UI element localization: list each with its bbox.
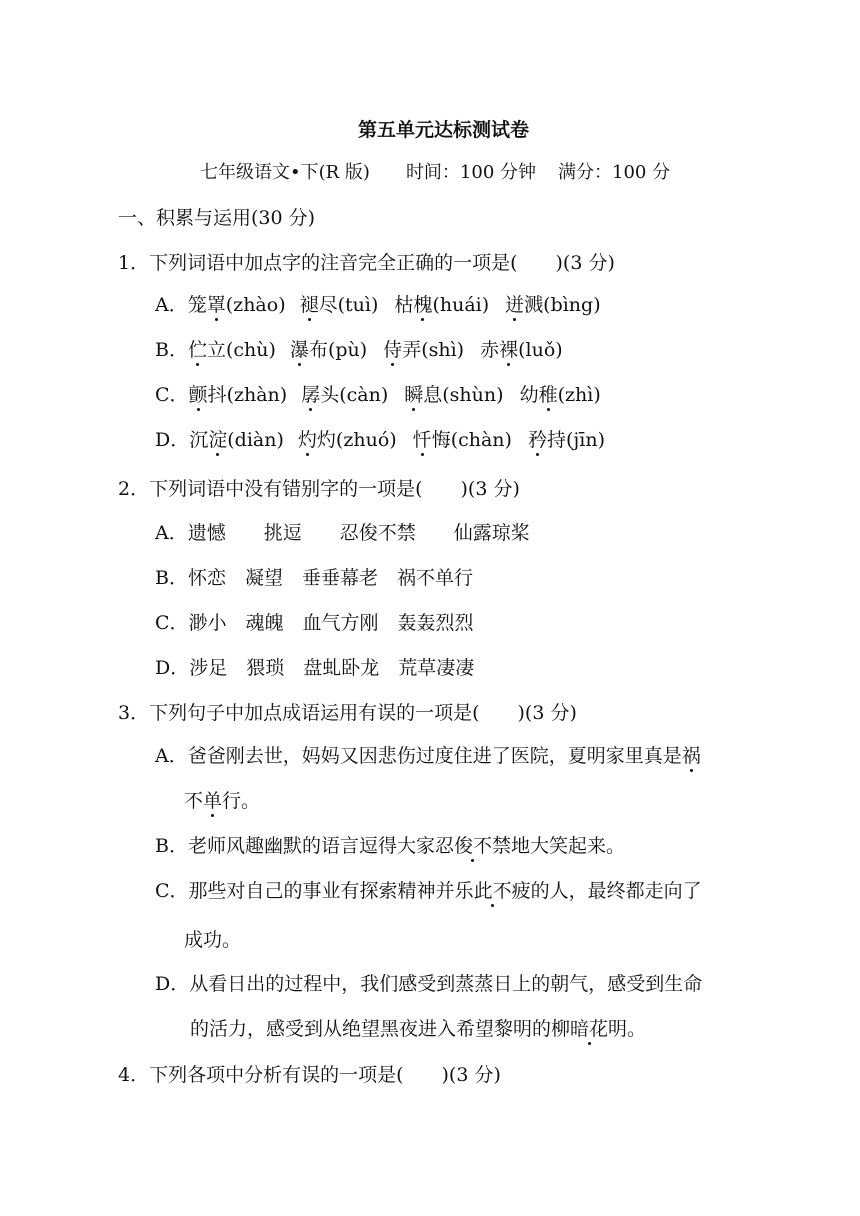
dotted-character: 裸 [499,339,519,361]
dotted-idiom: 忍俊不禁 [434,835,511,857]
word-item: 忏悔(chàn) [412,429,512,451]
exam-subtitle [200,161,670,185]
word-item: 灼灼(zhuó) [297,429,397,451]
score-label: 满分：100 分 [558,162,671,183]
word-item: 侍弄(shì) [383,339,465,361]
dotted-character: 颤 [188,384,208,406]
section-heading: 一、积累与运用(30 分) [118,207,316,229]
word-item: 矜持(jīn) [527,429,606,451]
dotted-character: 槐 [413,294,433,316]
question-2-option-b: B．怀恋 凝望 垂垂幕老 祸不单行 [155,567,473,589]
word-item: 孱头(càn) [301,384,389,406]
question-3-option-c-line1: C．那些对自己的事业有探索精神并乐此不疲的人，最终都走向了 [155,880,702,902]
word-item: 颤抖(zhàn) [188,384,288,406]
dotted-character: 孱 [301,384,321,406]
word-item: 笼罩(zhào) [187,294,286,316]
dotted-character: 侍 [383,339,403,361]
exam-title: 第五单元达标测试卷 [358,119,530,141]
word-item: 瀑布(pù) [289,339,368,361]
word-item: 沉淀(diàn) [189,429,284,451]
question-1-option-c: C．颤抖(zhàn) 孱头(càn) 瞬息(shùn) 幼稚(zhì) [155,384,601,406]
dotted-character: 矜 [527,429,547,451]
question-3-option-d-line2: 的活力，感受到从绝望黑夜进入希望黎明的柳暗花明。 [190,1018,647,1040]
question-1-option-d: D．沉淀(diàn) 灼灼(zhuó) 忏悔(chàn) 矜持(jīn) [155,429,606,451]
question-3-stem: 3．下列句子中加点成语运用有误的一项是( )(3 分) [118,702,577,724]
dotted-idiom: 乐此不疲 [454,880,531,902]
dotted-character: 瀑 [289,339,309,361]
question-2-option-d: D．涉足 猥琐 盘虬卧龙 荒草凄凄 [155,657,475,679]
question-3-option-d-line1: D．从看日出的过程中，我们感受到蒸蒸日上的朝气，感受到生命 [155,973,703,995]
word-item: 枯槐(huái) [394,294,490,316]
word-item: 伫立(chù) [187,339,276,361]
dotted-idiom: 柳暗花明 [551,1018,628,1040]
word-item: 赤裸(luǒ) [480,339,563,361]
dotted-character: 伫 [187,339,207,361]
dotted-character: 瞬 [404,384,424,406]
dotted-idiom: 不单行 [184,790,242,812]
grade-label: 七年级语文•下(R 版) [200,162,370,183]
question-2-option-a: A．遗憾 挑逗 忍俊不禁 仙露琼桨 [155,522,530,544]
question-3-option-c-line2: 成功。 [184,929,242,951]
dotted-character: 罩 [206,294,226,316]
time-label: 时间：100 分钟 [405,162,537,183]
dotted-character: 忏 [412,429,432,451]
question-3-option-a-line2: 不单行。 [184,790,261,812]
question-2-stem: 2．下列词语中没有错别字的一项是( )(3 分) [118,478,520,500]
word-item: 瞬息(shùn) [404,384,504,406]
question-1-option-a: A．笼罩(zhào) 褪尽(tuì) 枯槐(huái) 迸溅(bìng) [155,294,601,316]
dotted-character: 灼 [297,429,317,451]
dotted-character: 稚 [538,384,558,406]
word-item: 迸溅(bìng) [505,294,601,316]
question-1-option-b: B．伫立(chù) 瀑布(pù) 侍弄(shì) 赤裸(luǒ) [155,339,563,361]
question-3-option-b: B．老师风趣幽默的语言逗得大家忍俊不禁地大笑起来。 [155,835,626,857]
dotted-character: 迸 [505,294,525,316]
dotted-character: 淀 [208,429,228,451]
question-4-stem: 4．下列各项中分析有误的一项是( )(3 分) [118,1064,501,1086]
word-item: 褪尽(tuì) [299,294,379,316]
word-item: 幼稚(zhì) [519,384,601,406]
question-2-option-c: C．渺小 魂魄 血气方刚 轰轰烈烈 [155,612,474,634]
question-1-stem: 1．下列词语中加点字的注音完全正确的一项是( )(3 分) [118,252,615,274]
dotted-character: 褪 [299,294,319,316]
question-3-option-a-line1: A．爸爸刚去世，妈妈又因悲伤过度住进了医院，夏明家里真是祸 [155,745,701,767]
